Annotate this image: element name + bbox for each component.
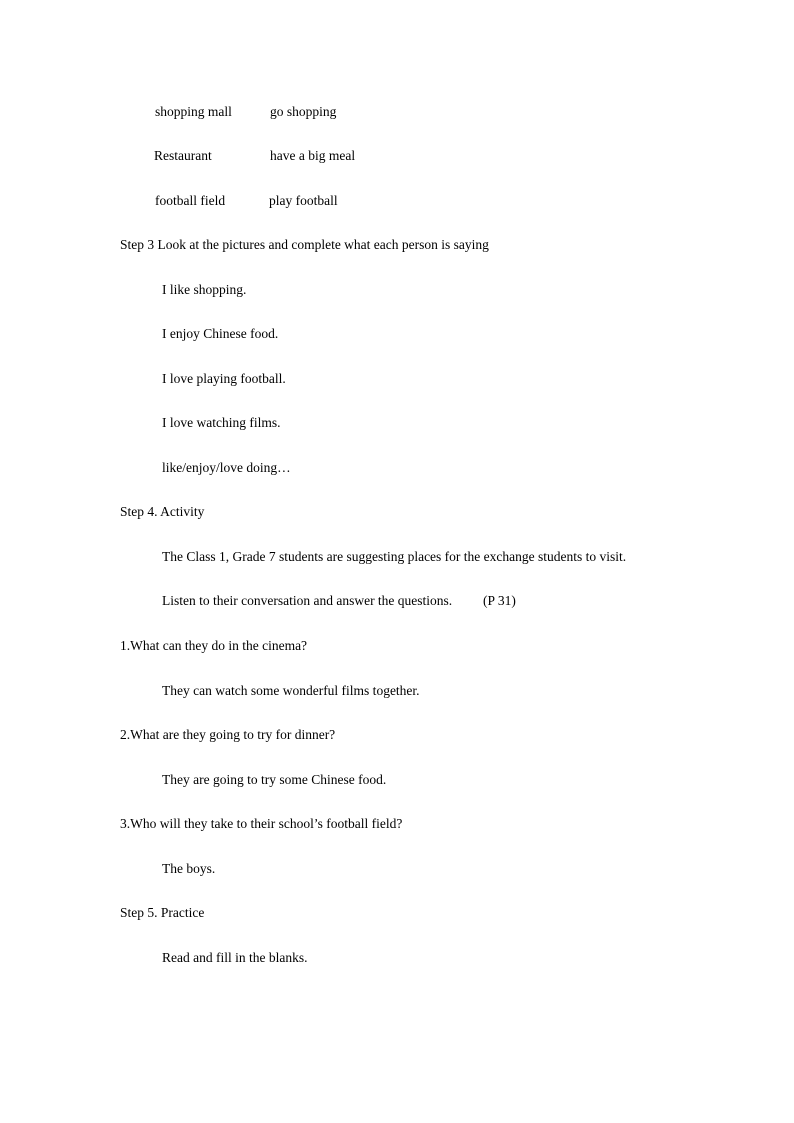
place-label: football field <box>155 193 226 208</box>
pair-row <box>155 193 338 209</box>
step5-heading: Step 5. Practice <box>120 905 205 920</box>
question: 1.What can they do in the cinema? <box>120 638 308 653</box>
activity-label: have a big meal <box>270 148 356 163</box>
step3-sentence: I enjoy Chinese food. <box>162 326 279 341</box>
step3-sentence: like/enjoy/love doing… <box>162 460 291 475</box>
answer: They are going to try some Chinese food. <box>162 772 387 787</box>
step3-heading: Step 3 Look at the pictures and complete what each person is saying <box>120 237 489 252</box>
step3-sentence: I like shopping. <box>162 282 247 297</box>
step4-instruction: Listen to their conversation and answer the questions. <box>162 593 453 608</box>
step4-intro: The Class 1, Grade 7 students are suggesting places for the exchange students to visit. <box>162 549 627 564</box>
activity-label: go shopping <box>270 104 337 119</box>
step3-sentence: I love watching films. <box>162 415 281 430</box>
place-label: shopping mall <box>155 104 232 119</box>
question: 3.Who will they take to their school’s football field? <box>120 816 403 831</box>
place-label: Restaurant <box>154 148 212 163</box>
step3-sentence: I love playing football. <box>162 371 286 386</box>
step4-heading: Step 4. Activity <box>120 504 205 519</box>
pair-row <box>154 148 356 164</box>
step5-instruction: Read and fill in the blanks. <box>162 950 308 965</box>
page-reference: (P 31) <box>483 593 516 608</box>
pair-row <box>155 104 337 120</box>
question: 2.What are they going to try for dinner? <box>120 727 336 742</box>
activity-label: play football <box>269 193 338 208</box>
answer: They can watch some wonderful films together. <box>162 683 420 698</box>
step4-instruction-row <box>162 593 516 609</box>
answer: The boys. <box>162 861 216 876</box>
